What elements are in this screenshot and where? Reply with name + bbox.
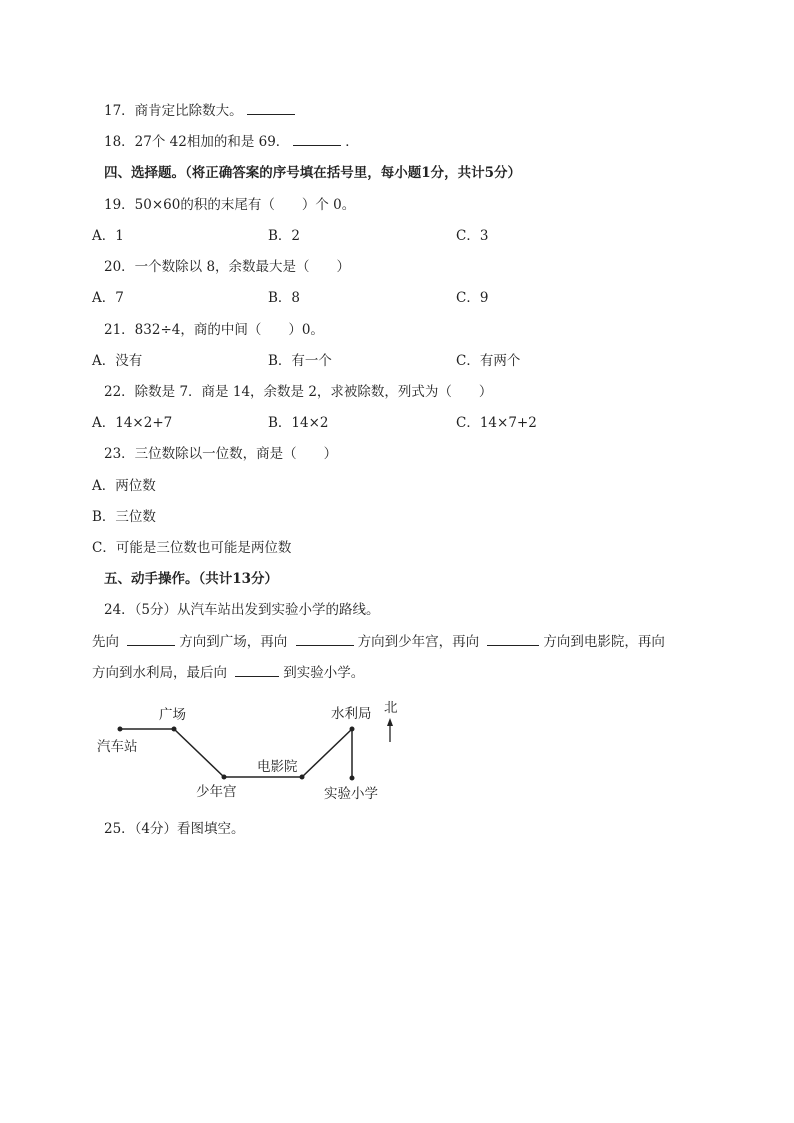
q24-text-6: 到实验小学。 bbox=[283, 665, 365, 681]
q24-text-2: 方向到广场，再向 bbox=[179, 634, 288, 650]
q20-option-a[interactable]: A．7 bbox=[92, 290, 124, 306]
cinema-dot bbox=[300, 775, 305, 780]
answer-blank[interactable] bbox=[235, 664, 279, 677]
youth-palace-label: 少年宫 bbox=[196, 784, 237, 800]
question-18-text: 18．27个 42相加的和是 69． bbox=[104, 134, 290, 150]
q24-text-1: 先向 bbox=[92, 634, 119, 650]
question-24-line-2 bbox=[92, 664, 364, 682]
question-24-line-1 bbox=[92, 633, 665, 651]
q20-option-c[interactable]: C．9 bbox=[456, 290, 489, 306]
question-21-stem: 21．832÷4，商的中间（ ）0。 bbox=[104, 322, 324, 338]
route-line bbox=[120, 729, 352, 777]
cinema-label: 电影院 bbox=[257, 759, 298, 775]
q23-option-b[interactable]: B．三位数 bbox=[92, 509, 156, 525]
q19-option-c[interactable]: C．3 bbox=[456, 228, 489, 244]
school-label: 实验小学 bbox=[324, 786, 378, 802]
north-arrow-head-icon bbox=[387, 718, 393, 726]
q20-option-b[interactable]: B．8 bbox=[268, 290, 301, 306]
q19-option-a[interactable]: A．1 bbox=[92, 228, 124, 244]
question-24-stem: 24．（5分）从汽车站出发到实验小学的路线。 bbox=[104, 602, 380, 618]
section-5-title: 五、动手操作。（共计13分） bbox=[104, 571, 279, 587]
square-dot bbox=[172, 727, 177, 732]
q24-text-4: 方向到电影院，再向 bbox=[543, 634, 665, 650]
school-dot bbox=[350, 776, 355, 781]
question-17-text: 17．商肯定比除数大。 bbox=[104, 103, 243, 119]
square-label: 广场 bbox=[159, 707, 186, 723]
q23-option-c[interactable]: C．可能是三位数也可能是两位数 bbox=[92, 540, 292, 556]
q24-text-3: 方向到少年宫，再向 bbox=[357, 634, 480, 650]
question-20-stem: 20．一个数除以 8，余数最大是（ ） bbox=[104, 259, 351, 275]
answer-blank[interactable] bbox=[293, 133, 341, 146]
q21-option-a[interactable]: A．没有 bbox=[92, 353, 143, 369]
q22-option-c[interactable]: C．14×7+2 bbox=[456, 415, 537, 431]
youth-palace-dot bbox=[222, 775, 227, 780]
answer-blank[interactable] bbox=[127, 633, 175, 646]
q21-option-b[interactable]: B．有一个 bbox=[268, 353, 332, 369]
q24-text-5: 方向到水利局，最后向 bbox=[92, 665, 227, 681]
q23-option-a[interactable]: A．两位数 bbox=[92, 478, 156, 494]
question-25-stem: 25．（4分）看图填空。 bbox=[104, 821, 245, 837]
q19-option-b[interactable]: B．2 bbox=[268, 228, 301, 244]
north-label: 北 bbox=[384, 700, 398, 716]
bus-station-label: 汽车站 bbox=[97, 739, 138, 755]
q22-option-b[interactable]: B．14×2 bbox=[268, 415, 329, 431]
question-22-stem: 22．除数是 7．商是 14，余数是 2，求被除数，列式为（ ） bbox=[104, 384, 493, 400]
question-19-stem: 19．50×60的积的末尾有（ ）个 0。 bbox=[104, 197, 356, 213]
section-4-title: 四、选择题。（将正确答案的序号填在括号里，每小题1分，共计5分） bbox=[104, 165, 522, 181]
answer-blank[interactable] bbox=[296, 633, 354, 646]
question-23-stem: 23．三位数除以一位数，商是（ ） bbox=[104, 446, 338, 462]
question-18-tail: ． bbox=[345, 134, 359, 150]
bus-station-dot bbox=[118, 727, 123, 732]
q21-option-c[interactable]: C．有两个 bbox=[456, 353, 521, 369]
question-18 bbox=[104, 133, 359, 151]
answer-blank[interactable] bbox=[247, 102, 295, 115]
answer-blank[interactable] bbox=[487, 633, 539, 646]
q22-option-a[interactable]: A．14×2+7 bbox=[92, 415, 173, 431]
question-17 bbox=[104, 102, 299, 120]
water-bureau-label: 水利局 bbox=[331, 706, 372, 722]
water-bureau-dot bbox=[350, 727, 355, 732]
